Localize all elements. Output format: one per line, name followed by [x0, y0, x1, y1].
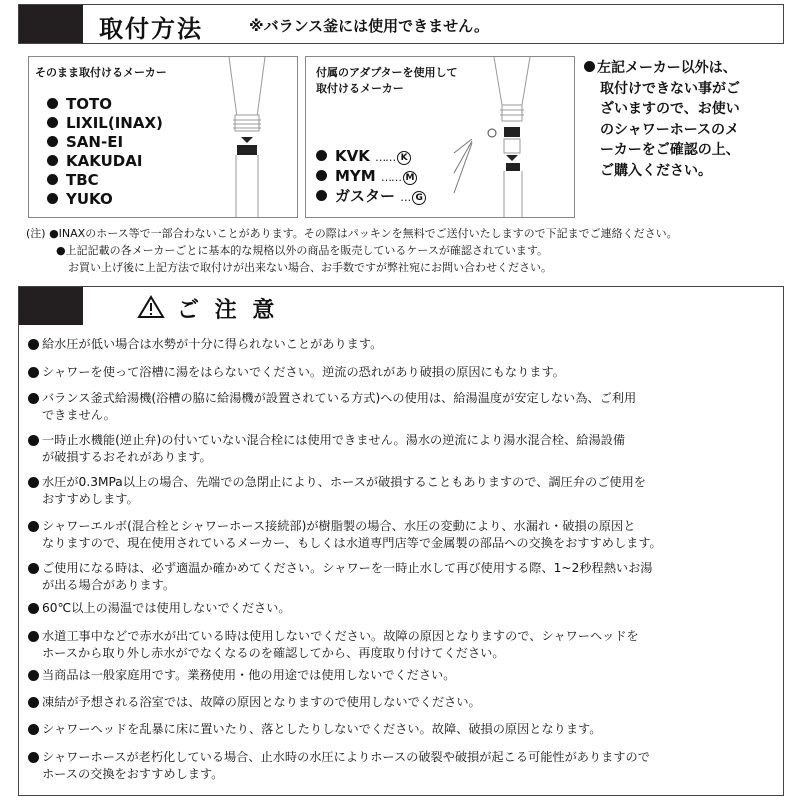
direct-fit-title: そのまま取付けるメーカー: [35, 66, 167, 79]
bullet-dot-icon: [47, 117, 58, 128]
mounting-note: ※バランス釜には使用できません。: [249, 17, 490, 35]
maker-item: KAKUDAI: [47, 152, 142, 170]
mounting-header: [18, 4, 784, 44]
caution-item: シャワーを使って浴槽に湯をはらないでください。逆流の恐れがあり破損の原因にもなります。: [28, 364, 565, 381]
bullet-dot-icon: [316, 150, 327, 161]
caution-item: 水圧が0.3MPa以上の場合、先端での急閉止により、ホースが破損することもありますので、調圧弁のご使用を おすすめします。: [28, 474, 646, 507]
bullet-dot-icon: [47, 155, 58, 166]
caution-item: シャワーホースが老朽化している場合、止水時の水圧によりホースの破裂や破損が起こる可能性がありますので ホースの交換をおすすめします。: [28, 749, 650, 782]
cautions-title: ご 注 意: [177, 298, 279, 323]
maker-item: TBC: [47, 171, 99, 189]
footnote-2: ●上記記載の各メーカーごとに基本的な規格以外の商品を販売しているケースが確認されています。: [56, 244, 548, 257]
maker-mark-g: G: [412, 191, 426, 205]
bullet-dot-icon: [28, 724, 39, 735]
adapter-fit-box: [305, 56, 575, 218]
maker-mark-k: K: [397, 151, 411, 165]
caution-item: 当商品は一般家庭用です。業務使用・他の用途では使用しないでください。: [28, 667, 455, 684]
footnote-3: お買い上げ後に上記方法で取付けが出来ない場合、お手数ですが弊社宛にお問い合わせください。: [68, 261, 552, 274]
caution-item: ご使用になる時は、必ず適温か確かめてください。シャワーを一時止水して再び使用する際、1~2秒程熱いお湯 が出る場合があります。: [28, 560, 652, 593]
bullet-dot-icon: [316, 170, 327, 181]
bullet-dot-icon: [28, 521, 39, 532]
bullet-dot-icon: [584, 61, 595, 72]
adapter-maker-item: MYM …… M: [316, 167, 417, 187]
bullet-dot-icon: [28, 435, 39, 446]
direct-fit-box: [28, 56, 298, 218]
bullet-dot-icon: [28, 670, 39, 681]
bullet-dot-icon: [28, 697, 39, 708]
bullet-dot-icon: [28, 563, 39, 574]
bullet-dot-icon: [316, 190, 327, 201]
bullet-dot-icon: [47, 193, 58, 204]
caution-item: 凍結が予想される浴室では、故障の原因となりますので使用しないでください。: [28, 694, 481, 711]
footnote-1: (注) ●INAXのホース等で一部合わないことがあります。その際はパッキンを無料でご送付いたしますので下記までご連絡ください。: [26, 227, 678, 240]
bullet-dot-icon: [47, 98, 58, 109]
maker-item: TOTO: [47, 95, 112, 113]
caution-item: 給水圧が低い場合は水勢が十分に得られないことがあります。: [28, 336, 382, 353]
adapter-fit-title: 付属のアダプターを使用して 取付けるメーカー: [316, 66, 458, 95]
cautions-tab-block: [19, 287, 83, 325]
adapter-illustration: [446, 57, 574, 217]
bullet-dot-icon: [28, 393, 39, 404]
bullet-dot-icon: [28, 477, 39, 488]
bullet-dot-icon: [28, 631, 39, 642]
maker-item: YUKO: [47, 190, 113, 208]
header-tab-block: [19, 5, 83, 43]
caution-item: シャワーエルボ(混合栓とシャワーホース接続部)が樹脂製の場合、水圧の変動により、水漏れ・破損の原因と なりますので、現在使用されているメーカー、もしくは水道専門店等で金属製の部品への交換をおすすめします。: [28, 518, 662, 551]
side-note: 左記メーカー以外は、 取付けできない事がご ざいますので、お使い のシャワーホースのメ ーカーをご確認の上、 ご購入ください。: [584, 58, 784, 181]
adapter-maker-item: KVK …… K: [316, 147, 411, 167]
bullet-dot-icon: [47, 136, 58, 147]
maker-item: SAN-EI: [47, 133, 123, 151]
bullet-dot-icon: [28, 367, 39, 378]
bullet-dot-icon: [28, 603, 39, 614]
caution-item: 一時止水機能(逆止弁)の付いていない混合栓には使用できません。湯水の逆流により湯水混合栓、給湯設備 が破損するおそれがあります。: [28, 432, 625, 465]
caution-item: シャワーヘッドを乱暴に床に置いたり、落としたりしないでください。故障、破損の原因となります。: [28, 721, 601, 738]
bullet-dot-icon: [47, 174, 58, 185]
caution-item: 水道工事中などで赤水が出ている時は使用しないでください。故障の原因となりますので、シャワーヘッドを ホースから取り外し赤水がでなくなるのを確認してから、再度取り付けてください。: [28, 628, 639, 661]
caution-item: 60℃以上の湯温では使用しないでください。: [28, 600, 291, 617]
hose-connector-illustration: [209, 57, 279, 217]
bullet-dot-icon: [28, 752, 39, 763]
caution-item: バランス釜式給湯機(浴槽の脇に給湯機が設置されている方式)への使用は、給湯温度が安定しない為、ご利用 できません。: [28, 390, 636, 423]
adapter-maker-item: ガスター … G: [316, 187, 426, 207]
maker-mark-m: M: [403, 171, 417, 185]
mounting-title: 取付方法: [99, 15, 203, 43]
maker-item: LIXIL(INAX): [47, 114, 163, 132]
bullet-dot-icon: [28, 339, 39, 350]
warning-triangle-icon: [137, 295, 165, 319]
